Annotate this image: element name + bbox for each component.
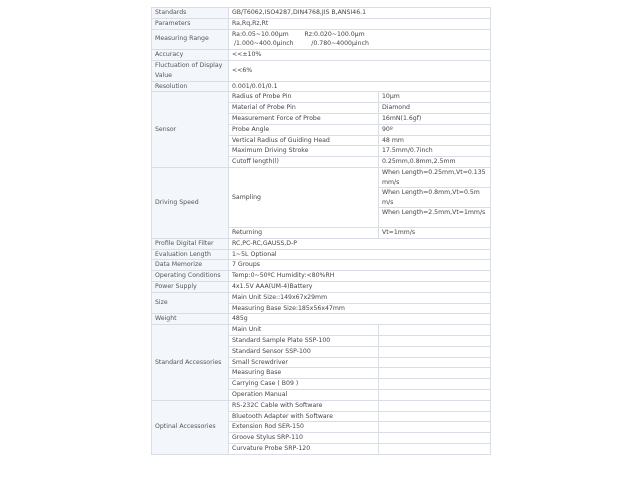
value-size-base: Measuring Base Size:185x56x47mm — [229, 303, 491, 314]
label-parameters: Parameters — [152, 18, 229, 29]
label-measuring-range: Measuring Range — [152, 29, 229, 50]
standard-accessory-blank — [379, 335, 491, 346]
value-measuring-range — [229, 29, 491, 50]
standard-accessory-blank — [379, 357, 491, 368]
sensor-value: Diamond — [379, 103, 491, 114]
row-standards — [152, 8, 491, 19]
standard-accessory-item: Small Screwdriver — [229, 357, 379, 368]
optional-accessory-item: RS-232C Cable with Software — [229, 400, 379, 411]
value-data-memorize: 7 Groups — [229, 260, 491, 271]
sensor-value: 10μm — [379, 92, 491, 103]
spec-table — [151, 7, 491, 455]
sensor-value: 90º — [379, 124, 491, 135]
value-accuracy: <<±10% — [229, 50, 491, 61]
standard-accessory-row — [152, 325, 491, 336]
optional-accessory-row — [152, 400, 491, 411]
label-fluctuation: Fluctuation of Display Value — [152, 60, 229, 81]
label-standards: Standards — [152, 8, 229, 19]
row-evaluation-length — [152, 249, 491, 260]
label-power-supply: Power Supply — [152, 281, 229, 292]
optional-accessory-blank — [379, 443, 491, 454]
row-power-supply — [152, 281, 491, 292]
measuring-range-line-1: Ra:0.05~10.00μm Rz:0.020~100.0μm — [232, 30, 365, 38]
driving-speed-sampling-row — [152, 167, 491, 227]
standard-accessory-item: Standard Sensor SSP-100 — [229, 346, 379, 357]
row-data-memorize — [152, 260, 491, 271]
optional-accessory-item: Groove Stylus SRP-110 — [229, 433, 379, 444]
sampling-label: Sampling — [229, 167, 379, 227]
label-size: Size — [152, 292, 229, 314]
optional-accessory-item: Bluetooth Adapter with Software — [229, 411, 379, 422]
label-weight: Weight — [152, 314, 229, 325]
standard-accessory-item: Measuring Base — [229, 368, 379, 379]
optional-accessory-blank — [379, 411, 491, 422]
label-data-memorize: Data Memorize — [152, 260, 229, 271]
label-evaluation-length: Evaluation Length — [152, 249, 229, 260]
label-filter: Profile Digital Filter — [152, 238, 229, 249]
standard-accessory-blank — [379, 368, 491, 379]
label-driving-speed: Driving Speed — [152, 167, 229, 238]
value-operating-conditions: Temp:0~50ºC Humidity:<80%RH — [229, 271, 491, 282]
sampling-value: When Length=0.8mm,Vt=0.5mm/s — [379, 188, 490, 208]
value-filter: RC,PC-RC,GAUSS,D-P — [229, 238, 491, 249]
standard-accessory-blank — [379, 379, 491, 390]
sensor-row — [152, 92, 491, 103]
label-optional-accessories: Optinal Accessories — [152, 400, 229, 454]
label-accuracy: Accuracy — [152, 50, 229, 61]
sampling-value: When Length=0.25mm,Vt=0.135 mm/s — [379, 168, 490, 188]
sensor-value: 0.25mm,0.8mm,2.5mm — [379, 157, 491, 168]
value-parameters: Ra,Rq,Rz,Rt — [229, 18, 491, 29]
spec-sheet — [151, 7, 490, 455]
standard-accessory-item: Standard Sample Plate SSP-100 — [229, 335, 379, 346]
sensor-key: Probe Angle — [229, 124, 379, 135]
optional-accessory-blank — [379, 433, 491, 444]
value-standards: GB/T6062,ISO4287,DIN4768,JIS B,ANSI46.1 — [229, 8, 491, 19]
sensor-key: Radius of Probe Pin — [229, 92, 379, 103]
row-operating-conditions — [152, 271, 491, 282]
sensor-value: 48 mm — [379, 135, 491, 146]
label-operating-conditions: Operating Conditions — [152, 271, 229, 282]
value-evaluation-length: 1~5L Optional — [229, 249, 491, 260]
standard-accessory-item: Operation Manual — [229, 389, 379, 400]
label-resolution: Resolution — [152, 81, 229, 92]
optional-accessory-blank — [379, 422, 491, 433]
label-sensor: Sensor — [152, 92, 229, 168]
row-parameters — [152, 18, 491, 29]
label-standard-accessories: Standard Accessories — [152, 325, 229, 401]
sensor-value: 17.5mm/0.7inch — [379, 146, 491, 157]
row-weight — [152, 314, 491, 325]
row-filter — [152, 238, 491, 249]
standard-accessory-item: Carrying Case ( B09 ) — [229, 379, 379, 390]
sampling-value: When Length=2.5mm,Vt=1mm/s — [382, 208, 486, 216]
optional-accessory-blank — [379, 400, 491, 411]
sensor-key: Material of Probe Pin — [229, 103, 379, 114]
sensor-key: Measurement Force of Probe — [229, 113, 379, 124]
returning-label: Returning — [229, 227, 379, 238]
row-measuring-range — [152, 29, 491, 50]
standard-accessory-item: Main Unit — [229, 325, 379, 336]
sensor-key: Vertical Radius of Guiding Head — [229, 135, 379, 146]
value-size-main: Main Unit Size::149x67x29mm — [229, 292, 491, 303]
sensor-key: Cutoff length(l) — [229, 157, 379, 168]
sensor-key: Maximum Driving Stroke — [229, 146, 379, 157]
value-weight: 485g — [229, 314, 491, 325]
standard-accessory-blank — [379, 325, 491, 336]
standard-accessory-blank — [379, 389, 491, 400]
row-size-main — [152, 292, 491, 303]
sensor-value: 16mN(1.6gf) — [379, 113, 491, 124]
row-accuracy — [152, 50, 491, 61]
row-fluctuation — [152, 60, 491, 81]
row-resolution — [152, 81, 491, 92]
value-fluctuation: <<6% — [229, 60, 491, 81]
optional-accessory-item: Curvature Probe SRP-120 — [229, 443, 379, 454]
optional-accessory-item: Extension Rod SER-150 — [229, 422, 379, 433]
value-power-supply: 4x1.5V AAA(UM-4)Battery — [229, 281, 491, 292]
returning-value: Vt=1mm/s — [379, 227, 491, 238]
value-resolution: 0.001/0.01/0.1 — [229, 81, 491, 92]
standard-accessory-blank — [379, 346, 491, 357]
sampling-values — [379, 167, 491, 227]
measuring-range-line-2: /1.000~400.0μinch /0.780~4000μinch — [232, 40, 369, 48]
